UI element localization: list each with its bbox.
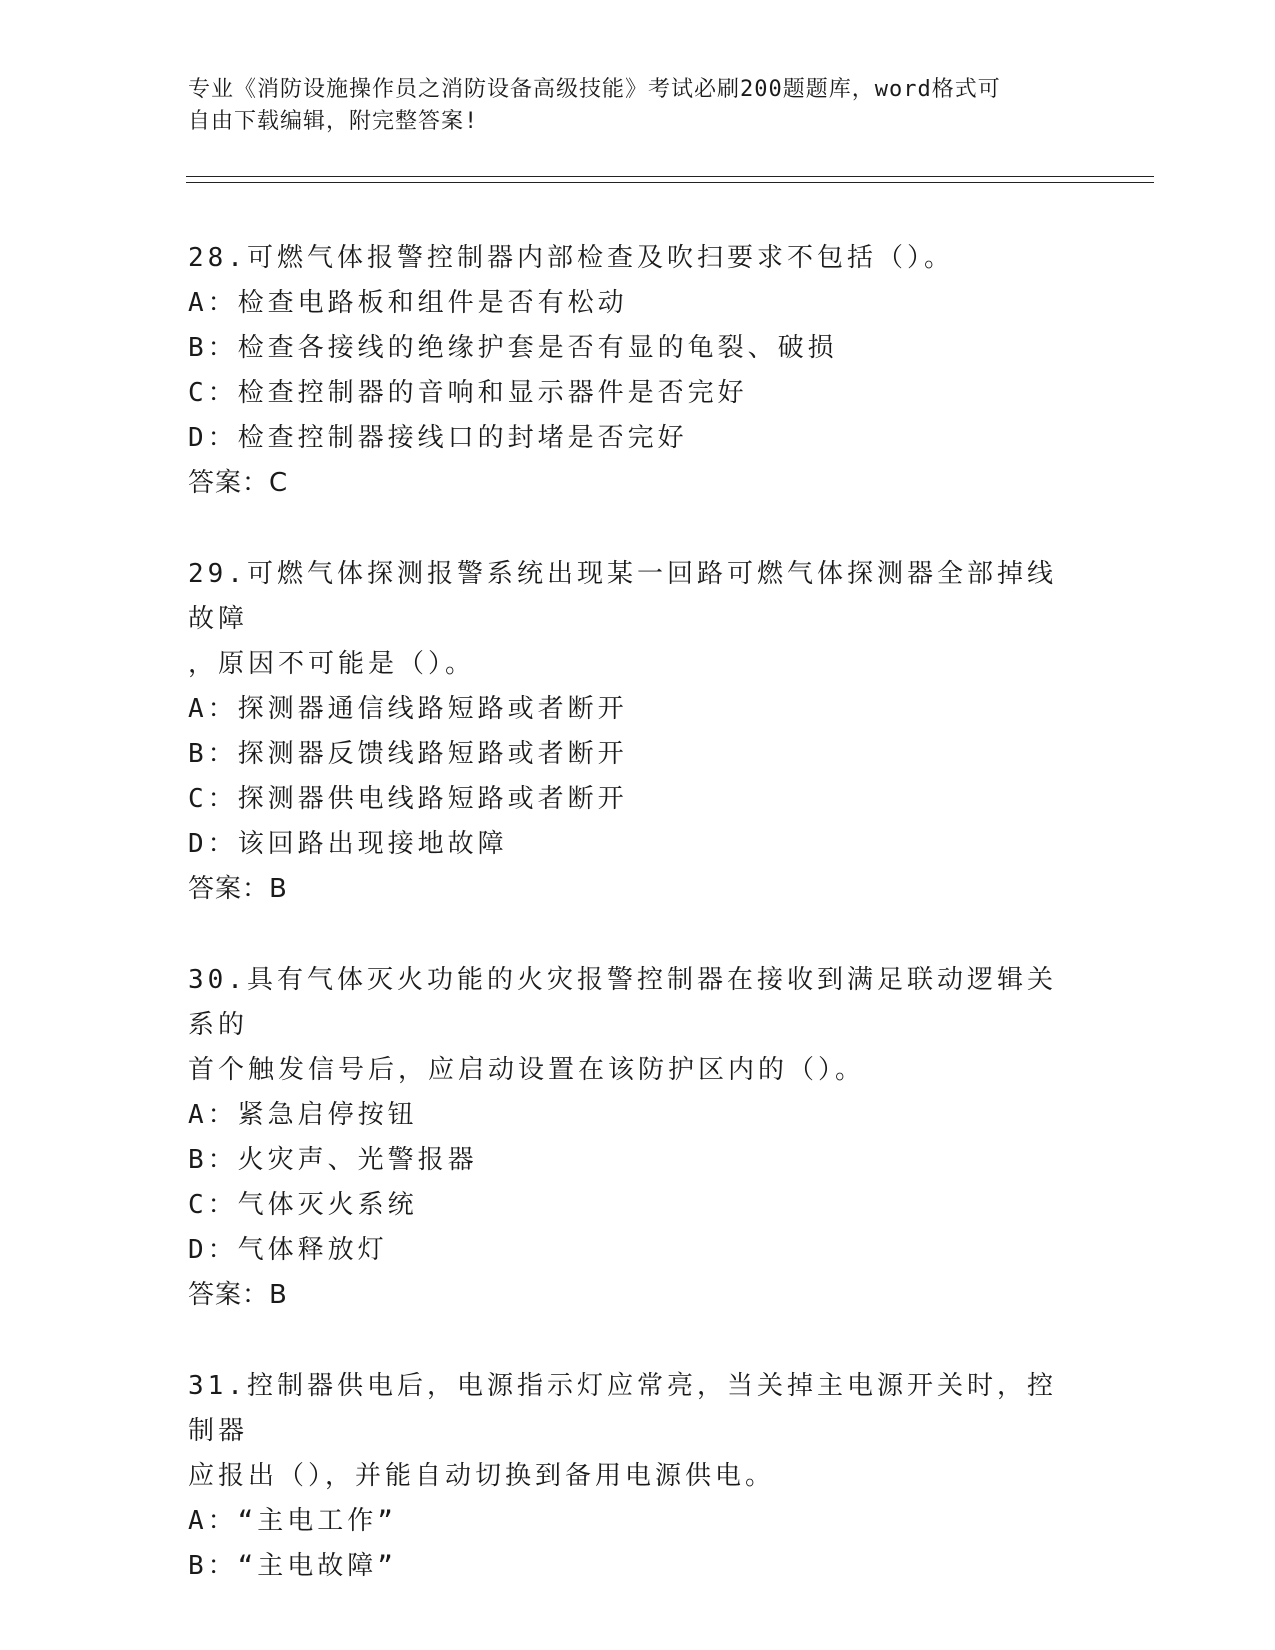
header-line-2: 自由下载编辑，附完整答案! xyxy=(188,109,479,134)
question-stem: 30.具有气体灭火功能的火灾报警控制器在接收到满足联动逻辑关系的 xyxy=(188,965,1057,1040)
option-c: C：气体灭火系统 xyxy=(188,1190,418,1220)
question-29 xyxy=(188,552,1078,912)
document-header xyxy=(188,74,1068,138)
question-stem-continued: 应报出（），并能自动切换到备用电源供电。 xyxy=(188,1461,776,1491)
question-30 xyxy=(188,958,1078,1318)
option-a: A：紧急启停按钮 xyxy=(188,1100,418,1130)
answer-line: 答案：B xyxy=(188,1280,288,1310)
question-stem: 28.可燃气体报警控制器内部检查及吹扫要求不包括（）。 xyxy=(188,243,954,273)
header-line-1: 专业《消防设施操作员之消防设备高级技能》考试必刷200题题库，word格式可 xyxy=(188,77,1001,102)
option-b: B：火灾声、光警报器 xyxy=(188,1145,478,1175)
option-c: C：检查控制器的音响和显示器件是否完好 xyxy=(188,378,748,408)
option-a: A：检查电路板和组件是否有松动 xyxy=(188,288,628,318)
option-b: B：“主电故障” xyxy=(188,1551,397,1581)
answer-line: 答案：C xyxy=(188,468,289,498)
option-d: D：该回路出现接地故障 xyxy=(188,829,508,859)
question-stem-continued: ，原因不可能是（）。 xyxy=(188,649,476,679)
option-b: B：检查各接线的绝缘护套是否有显的龟裂、破损 xyxy=(188,333,838,363)
option-a: A：“主电工作” xyxy=(188,1506,397,1536)
option-d: D：检查控制器接线口的封堵是否完好 xyxy=(188,423,688,453)
option-d: D：气体释放灯 xyxy=(188,1235,388,1265)
option-a: A：探测器通信线路短路或者断开 xyxy=(188,694,628,724)
question-stem-continued: 首个触发信号后，应启动设置在该防护区内的（）。 xyxy=(188,1055,866,1085)
option-c: C：探测器供电线路短路或者断开 xyxy=(188,784,628,814)
question-31 xyxy=(188,1364,1078,1589)
question-28 xyxy=(188,236,1078,506)
header-divider-top xyxy=(186,176,1154,177)
option-b: B：探测器反馈线路短路或者断开 xyxy=(188,739,628,769)
question-list xyxy=(188,236,1078,1635)
header-divider-bottom xyxy=(186,182,1154,183)
question-stem: 31.控制器供电后，电源指示灯应常亮，当关掉主电源开关时，控制器 xyxy=(188,1371,1057,1446)
answer-line: 答案：B xyxy=(188,874,288,904)
question-stem: 29.可燃气体探测报警系统出现某一回路可燃气体探测器全部掉线故障 xyxy=(188,559,1057,634)
